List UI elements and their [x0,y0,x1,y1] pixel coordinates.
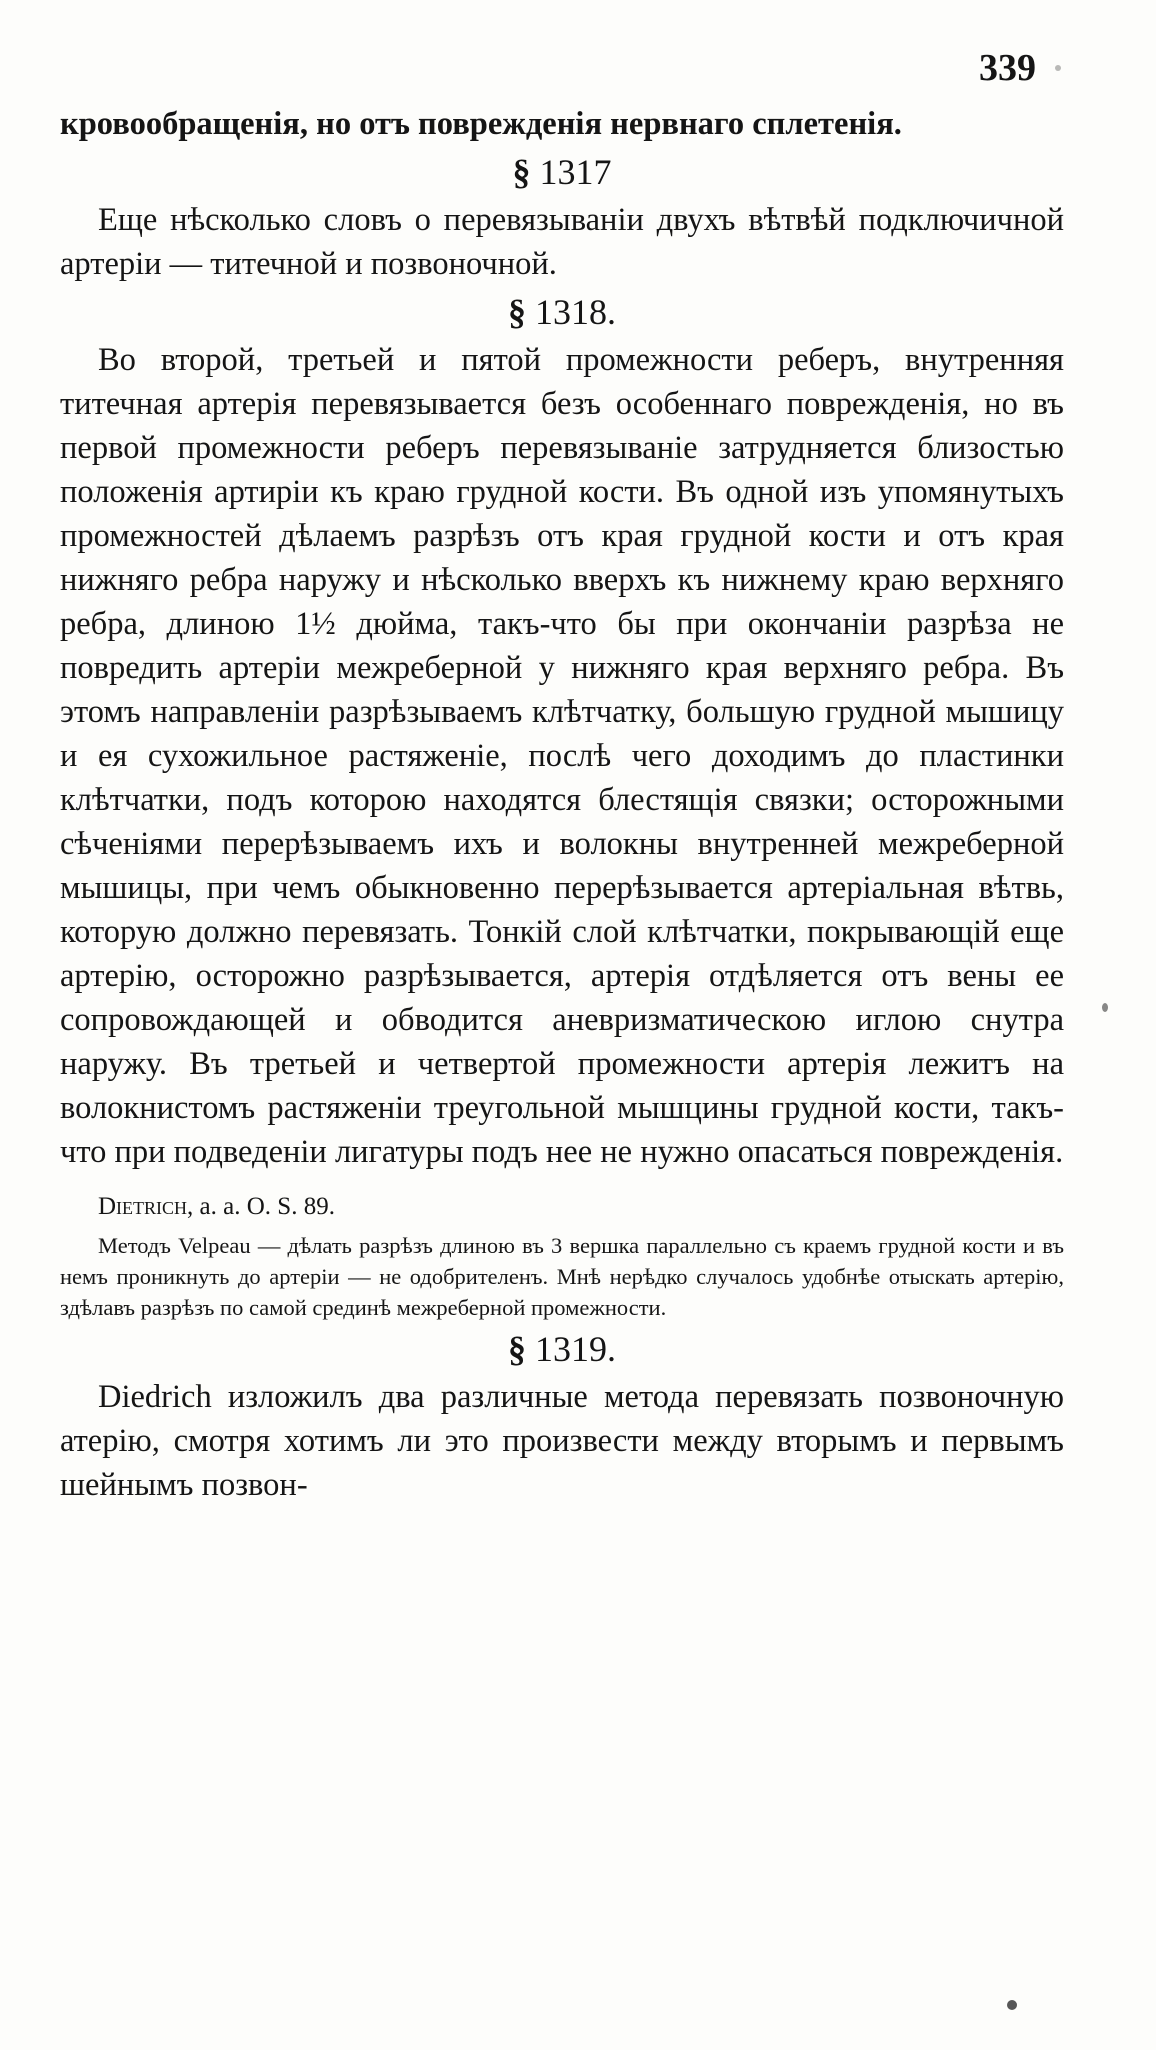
paragraph-continuation: кровообращенія, но отъ поврежденія нервнаго сплетенія. [60,106,902,142]
section-mark: § [508,292,526,332]
section-heading-1318 [60,288,1064,336]
ink-speck [1102,1003,1108,1012]
citation-line [60,1188,1064,1226]
section-heading-1319 [60,1325,1064,1373]
section-mark: § [512,152,531,192]
section-number: 1318. [535,292,616,332]
section-number: 1319. [535,1329,616,1369]
section-heading-1317 [60,148,1064,196]
citation-author: Dietrich [98,1193,188,1220]
paragraph-1317: Еще нѣсколько словъ о перевязываніи двухъ вѣтвѣй подключичной артеріи — титечной и позвоночной. [60,202,1064,282]
page-number: 339 [979,47,1036,89]
ink-speck [1007,2000,1017,2010]
ink-speck [1055,65,1061,71]
footnote: Методъ Velpeau — дѣлать разрѣзъ длиною въ 3 вершка параллельно съ краемъ грудной кости и въ немъ проникнуть до артеріи — не одобрителенъ. Мнѣ нерѣдко случалось удобнѣе отыскать артерію, здѣлавъ разрѣзъ по самой срединѣ межреберной промежности. [60,1233,1064,1320]
section-mark: § [508,1329,526,1369]
section-number: 1317 [539,152,612,192]
paragraph-1319: Diedrich изложилъ два различные метода перевязать позвоночную атерію, смотря хотимъ ли это произвести между вторымъ и первымъ шейнымъ позвон- [60,1379,1064,1503]
citation-reference: , a. a. O. S. 89. [187,1193,335,1220]
paragraph-1318: Во второй, третьей и пятой промежности реберъ, внутренняя титечная артерія перевязывается безъ особеннаго поврежденія, но въ первой промежности реберъ перевязываніе затрудняется близостью положенія артиріи къ краю грудной кости. Въ одной изъ упомянутыхъ промежностей дѣлаемъ разрѣзъ отъ края грудной кости и отъ края нижняго ребра наружу и нѣсколько вверхъ къ нижнему краю верхняго ребра, длиною 1½ дюйма, такъ-что бы при окончаніи разрѣза не повредить артеріи межреберной у нижняго края верхняго ребра. Въ этомъ направленіи разрѣзываемъ клѣтчатку, большую грудной мышицу и ея сухожильное растяженіе, послѣ чего доходимъ до пластинки клѣтчатки, подъ которою находятся блестящія связки; осторожными сѣченіями перерѣзываемъ ихъ и волокны внутренней межреберной мышицы, при чемъ обыкновенно перерѣзывается артеріальная вѣтвь, которую должно перевязать. Тонкій слой клѣтчатки, покрывающій еще артерію, осторожно разрѣзывается, артерія отдѣляется отъ вены ее сопровождающей и обводится аневризматическою иглою снутра наружу. Въ третьей и четвертой промежности артерія лежитъ на волокнистомъ растяженіи треугольной мышцины грудной кости, такъ-что при подведеніи лигатуры подъ нее не нужно опасаться поврежденія. [60,342,1064,1170]
